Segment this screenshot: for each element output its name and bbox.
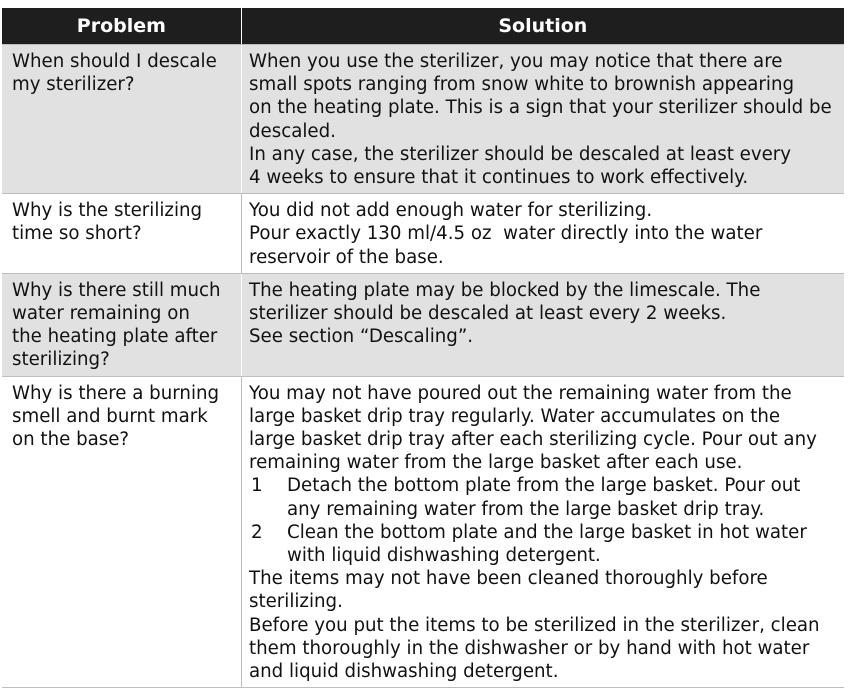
text-line: Pour exactly 130 ml/4.5 oz water directly into the water xyxy=(249,223,763,245)
table-row xyxy=(2,44,844,193)
text-line: on the base? xyxy=(12,429,130,451)
text-line: small spots ranging from snow white to brownish appearing xyxy=(249,74,795,96)
text-line: Why is the sterilizing xyxy=(12,200,203,222)
problem-cell xyxy=(2,274,241,376)
text-line: You may not have poured out the remaining water from the xyxy=(249,382,792,404)
text-line: Why is there still much xyxy=(12,279,221,301)
text-line: remaining water from the large basket after each use. xyxy=(249,452,743,474)
text-line: 4 weeks to ensure that it continues to work effectively. xyxy=(249,167,749,189)
table-row xyxy=(2,193,844,273)
troubleshooting-table xyxy=(2,8,844,688)
text-line: In any case, the sterilizer should be descaled at least every xyxy=(249,143,792,165)
text-line: When should I descale xyxy=(12,51,217,72)
text-line: Clean the bottom plate and the large basket in hot water xyxy=(287,521,807,543)
text-line: reservoir of the base. xyxy=(249,246,444,268)
problem-cell xyxy=(2,45,241,193)
text-line: When you use the sterilizer, you may notice that there are xyxy=(249,51,783,72)
text-line: time so short? xyxy=(12,223,142,245)
step-number: 2 xyxy=(251,521,263,543)
numbered-step xyxy=(249,521,838,567)
text-line: Detach the bottom plate from the large basket. Pour out xyxy=(287,475,801,497)
solution-cell xyxy=(241,194,844,273)
text-line: sterilizing. xyxy=(249,591,343,613)
text-line: See section “Descaling”. xyxy=(249,326,474,348)
text-line: them thoroughly in the dishwasher or by hand with hot water xyxy=(249,637,810,659)
text-line: large basket drip tray after each sterilizing cycle. Pour out any xyxy=(249,429,817,451)
text-line: Before you put the items to be sterilized in the sterilizer, clean xyxy=(249,614,820,636)
text-line: descaled. xyxy=(249,120,336,142)
text-line: water remaining on xyxy=(12,303,190,325)
step-number: 1 xyxy=(251,475,263,497)
text-line: The heating plate may be blocked by the limescale. The xyxy=(249,279,761,301)
text-line: large basket drip tray regularly. Water accumulates on the xyxy=(249,405,781,427)
text-line: on the heating plate. This is a sign that your sterilizer should be xyxy=(249,97,832,119)
solution-cell xyxy=(241,45,844,193)
text-line: with liquid dishwashing detergent. xyxy=(287,545,601,567)
text-line: sterilizer should be descaled at least every 2 weeks. xyxy=(249,303,727,325)
text-line: the heating plate after xyxy=(12,326,218,348)
solution-column-header: Solution xyxy=(241,8,844,44)
text-line: any remaining water from the large basket drip tray. xyxy=(287,498,765,520)
solution-cell xyxy=(241,274,844,376)
numbered-step xyxy=(249,474,838,520)
table-row xyxy=(2,376,844,688)
text-line: sterilizing? xyxy=(12,349,110,371)
text-line: Why is there a burning xyxy=(12,382,220,404)
text-line: my sterilizer? xyxy=(12,74,135,96)
table-header xyxy=(2,8,844,44)
problem-cell xyxy=(2,377,241,688)
text-line: and liquid dishwashing detergent. xyxy=(249,661,559,683)
problem-column-header: Problem xyxy=(76,15,166,37)
solution-cell xyxy=(241,377,844,688)
text-line: The items may not have been cleaned thoroughly before xyxy=(249,568,768,590)
text-line: smell and burnt mark xyxy=(12,405,208,427)
text-line: You did not add enough water for sterilizing. xyxy=(249,200,653,222)
problem-cell xyxy=(2,194,241,273)
table-row xyxy=(2,273,844,376)
